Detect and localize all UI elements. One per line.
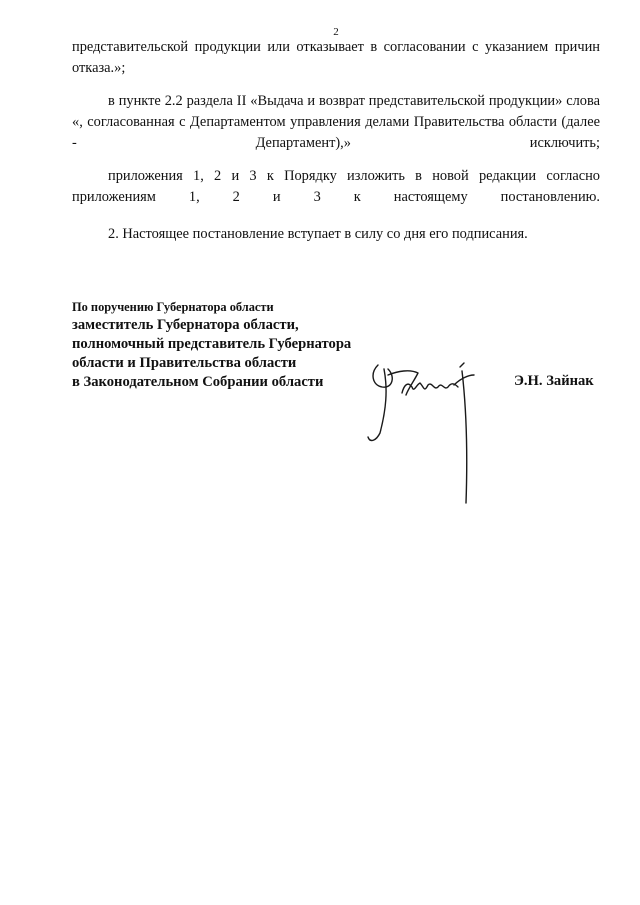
signature-stroke xyxy=(368,369,386,440)
signer-name: Э.Н. Зайнак xyxy=(514,373,594,389)
signature-stroke xyxy=(373,365,392,387)
page-number: 2 xyxy=(333,26,339,38)
signature-block xyxy=(72,298,372,392)
signature-stroke xyxy=(460,363,464,367)
signer-title-line: заместитель Губернатора области, xyxy=(72,317,299,333)
paragraph-continuation: представительской продукции или отказывает в согласовании с указанием причин отказа.»; xyxy=(72,39,600,76)
signer-title-line: полномочный представитель Губернатора xyxy=(72,336,352,352)
paragraph-clause-2-2: в пункте 2.2 раздела II «Выдача и возврат представительской продукции» слова «, согласованная с Департаментом управления делами Правительства области (далее - Департамент),» исключить; xyxy=(72,93,600,151)
paragraph-effective-date: 2. Настоящее постановление вступает в силу со дня его подписания. xyxy=(108,226,528,242)
signature-stroke xyxy=(462,371,467,503)
handwritten-signature xyxy=(358,345,488,515)
signer-title-line: области и Правительства области xyxy=(72,355,297,371)
paragraph-appendices: приложения 1, 2 и 3 к Порядку изложить в новой редакции согласно приложениям 1, 2 и 3 к настоящему постановлению. xyxy=(72,168,600,205)
signer-title-line: в Законодательном Собрании области xyxy=(72,374,324,390)
signature-stroke xyxy=(402,383,458,393)
signature-intro: По поручению Губернатора области xyxy=(72,300,274,314)
